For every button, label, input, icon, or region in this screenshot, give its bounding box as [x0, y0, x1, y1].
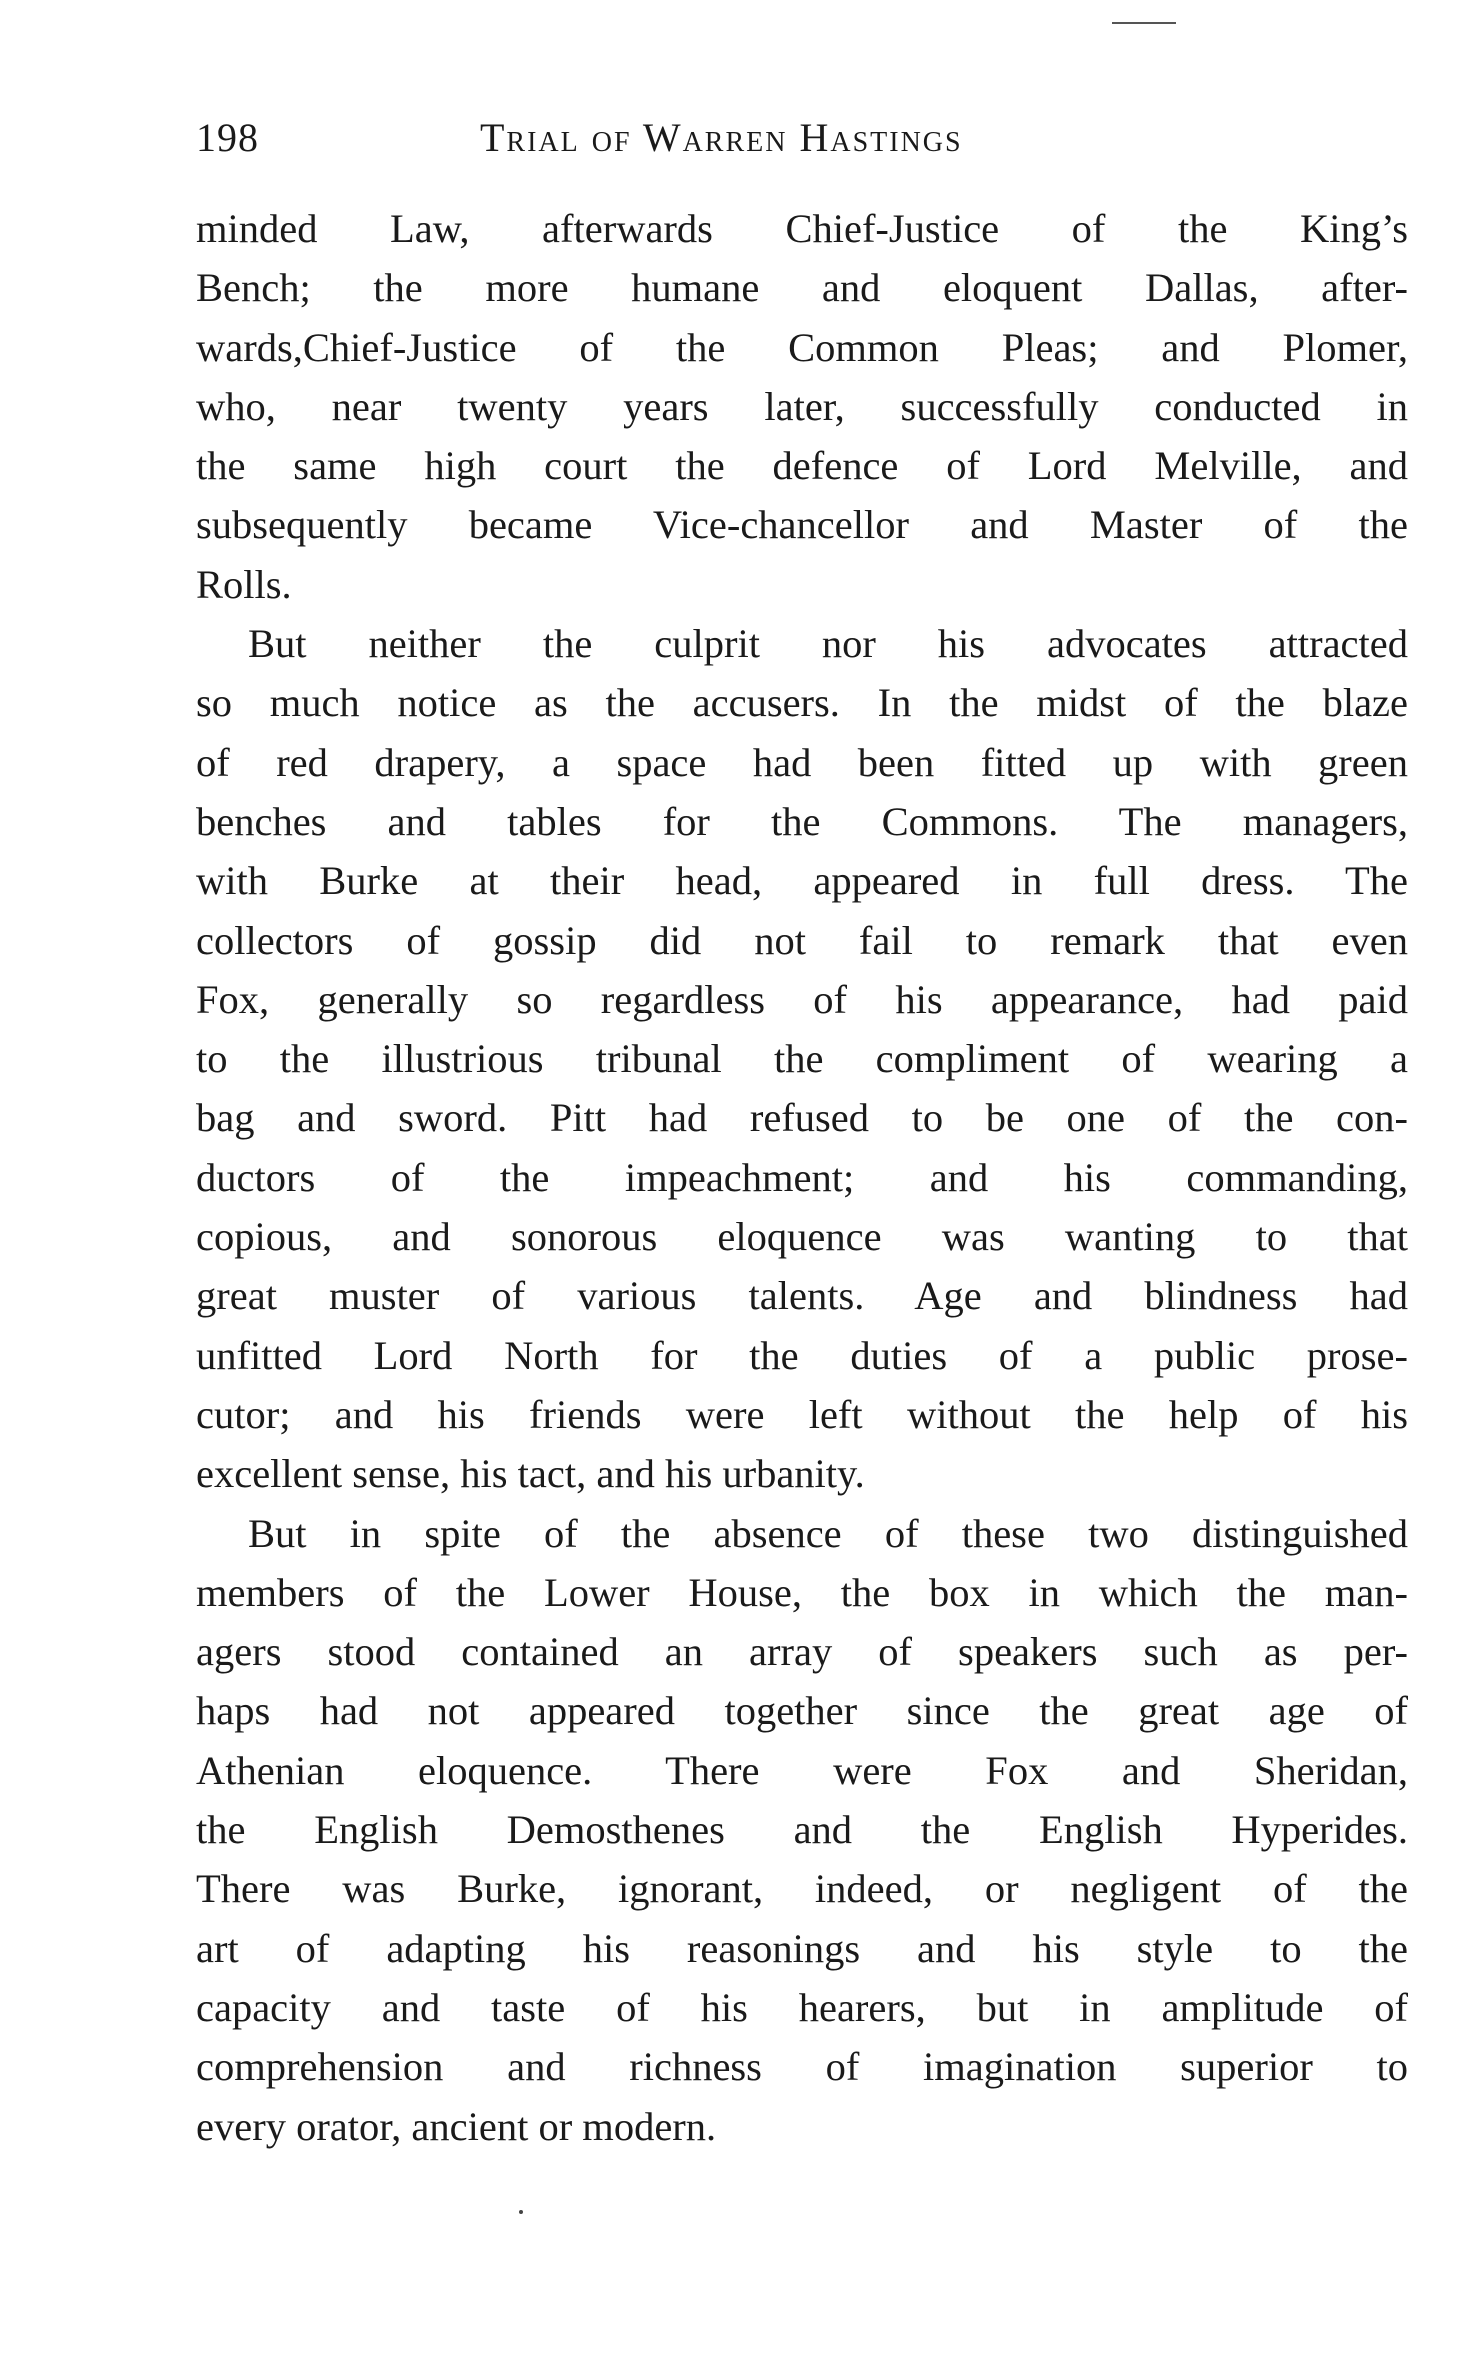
text-line: minded Law, afterwards Chief-Justice of the King’s: [196, 206, 1408, 251]
text-line: bag and sword. Pitt had refused to be one of the con-: [196, 1095, 1408, 1141]
body-text: [196, 199, 1408, 2156]
text-line: copious, and sonorous eloquence was wanting to that: [196, 1214, 1408, 1260]
text-line: benches and tables for the Commons. The managers,: [196, 798, 1408, 844]
text-line: There was Burke, ignorant, indeed, or negligent of the: [196, 1866, 1408, 1912]
text-line: subsequently became Vice-chancellor and Master of the: [196, 502, 1408, 548]
running-title: Trial of Warren Hastings: [480, 115, 963, 160]
text-line: to the illustrious tribunal the compliment of wearing a: [196, 1036, 1408, 1082]
page-speck: [519, 2210, 523, 2214]
text-line: Fox, generally so regardless of his appearance, had paid: [196, 976, 1408, 1022]
text-line: cutor; and his friends were left without the help of his: [196, 1391, 1408, 1437]
text-line: art of adapting his reasonings and his style to the: [196, 1925, 1408, 1971]
text-line: who, near twenty years later, successfully conducted in: [196, 383, 1408, 429]
text-line: excellent sense, his tact, and his urbanity.: [196, 1451, 865, 1497]
text-line: of red drapery, a space had been fitted up with green: [196, 739, 1408, 785]
text-line: haps had not appeared together since the great age of: [196, 1688, 1408, 1734]
text-line: Bench; the more humane and eloquent Dallas, after-: [196, 265, 1408, 311]
text-line: agers stood contained an array of speakers such as per-: [196, 1629, 1408, 1675]
text-line: every orator, ancient or modern.: [196, 2103, 717, 2149]
text-line: capacity and taste of his hearers, but in amplitude of: [196, 1984, 1408, 2030]
text-line: Athenian eloquence. There were Fox and Sheridan,: [196, 1747, 1408, 1793]
text-line: collectors of gossip did not fail to remark that even: [196, 917, 1408, 963]
text-line: But in spite of the absence of these two distinguished: [248, 1510, 1408, 1556]
text-line: so much notice as the accusers. In the midst of the blaze: [196, 680, 1408, 726]
text-line: members of the Lower House, the box in which the man-: [196, 1569, 1408, 1615]
text-line: But neither the culprit nor his advocates attracted: [248, 621, 1408, 667]
text-line: comprehension and richness of imagination superior to: [196, 2044, 1408, 2090]
text-line: the same high court the defence of Lord Melville, and: [196, 443, 1408, 489]
page-header: [196, 108, 1416, 168]
text-line: with Burke at their head, appeared in full dress. The: [196, 858, 1408, 904]
top-rule: [1112, 22, 1176, 24]
text-line: wards,Chief-Justice of the Common Pleas; and Plomer,: [196, 324, 1408, 370]
page-number: 198: [196, 115, 259, 160]
text-line: ductors of the impeachment; and his commanding,: [196, 1154, 1408, 1200]
text-line: unfitted Lord North for the duties of a public prose-: [196, 1332, 1408, 1378]
text-line: the English Demosthenes and the English Hyperides.: [196, 1807, 1408, 1853]
text-line: Rolls.: [196, 561, 292, 607]
text-line: great muster of various talents. Age and blindness had: [196, 1273, 1408, 1319]
